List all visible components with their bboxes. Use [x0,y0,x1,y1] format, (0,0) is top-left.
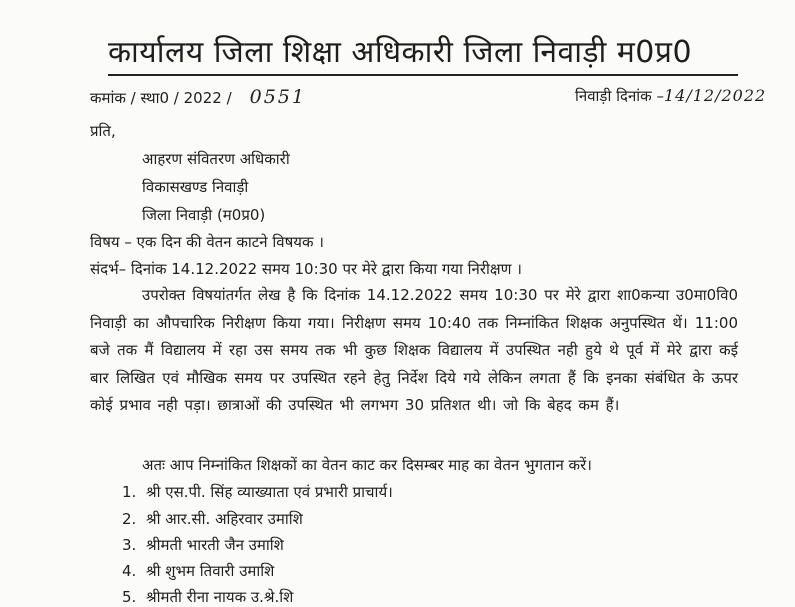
list-number: 2. [122,510,137,528]
list-number: 5. [122,588,137,606]
handwritten-ref-number: 0551 [249,86,306,108]
reference-line: संदर्भ– दिनांक 14.12.2022 समय 10:30 पर मेरे द्वारा किया गया निरीक्षण । [90,260,522,278]
subject-line: विषय – एक दिन की वेतन काटने विषयक । [90,233,324,251]
place-and-date [575,86,766,106]
reference-prefix: कमांक / स्था0 / 2022 / [90,89,232,107]
salutation: प्रति, [90,122,116,140]
teacher-name: श्री शुभम तिवारी उमाशि [146,562,275,580]
body-paragraph-1-text: उपरोक्त विषयांतर्गत लेख है कि दिनांक 14.12.2022 समय 10:30 पर मेरे द्वारा शा0कन्या उ0मा0वि0 निवाड़ी का औपचारिक निरीक्षण किया गया। निरीक्षण समय 10:40 तक निम्नांकित शिक्षक अनुपस्थित थें। 11:00 बजे तक मैं विद्यालय में रहा उस समय तक भी कुछ शिक्षक विद्यालय में उपस्थित नही हुये थे पूर्व में मेरे द्वारा कई बार लिखित एवं मौखिक समय पर उपस्थित रहने हेतु निर्देश दिये गये लेकिन लगता हैं कि इनका संबंधित के ऊपर कोई प्रभाव नही पड़ा। छात्राओं की उपस्थित भी लगभग 30 प्रतिशत थी। जो कि बेहद कम हैं। [90,286,738,414]
office-title: कार्यालय जिला शिक्षा अधिकारी जिला निवाड़ी म0प्र0 [108,36,738,76]
teacher-list-item [122,561,274,581]
body-paragraph-1 [90,282,738,420]
teacher-list-item [122,509,303,529]
place-date-label: निवाड़ी दिनांक – [575,87,664,105]
list-number: 1. [122,483,137,501]
handwritten-date: 14/12/2022 [663,86,767,105]
addressee-line-3: जिला निवाड़ी (म0प्र0) [142,206,266,224]
list-number: 3. [122,536,137,554]
addressee-line-1: आहरण संवितरण अधिकारी [142,150,290,168]
body-paragraph-2: अतः आप निम्नांकित शिक्षकों का वेतन काट कर दिसम्बर माह का वेतन भुगतान करें। [142,456,592,474]
teacher-list-item [122,535,284,555]
teacher-name: श्रीमती रीना नायक उ.श्रे.शि [146,588,294,606]
teacher-name: श्री आर.सी. अहिरवार उमाशि [146,510,303,528]
teacher-list-item [122,482,393,502]
teacher-name: श्री एस.पी. सिंह व्याख्याता एवं प्रभारी प्राचार्य। [146,483,393,501]
addressee-line-2: विकासखण्ड निवाड़ी [142,178,249,196]
reference-number [90,86,306,108]
teacher-name: श्रीमती भारती जैन उमाशि [146,536,284,554]
list-number: 4. [122,562,137,580]
teacher-list-item [122,587,293,607]
